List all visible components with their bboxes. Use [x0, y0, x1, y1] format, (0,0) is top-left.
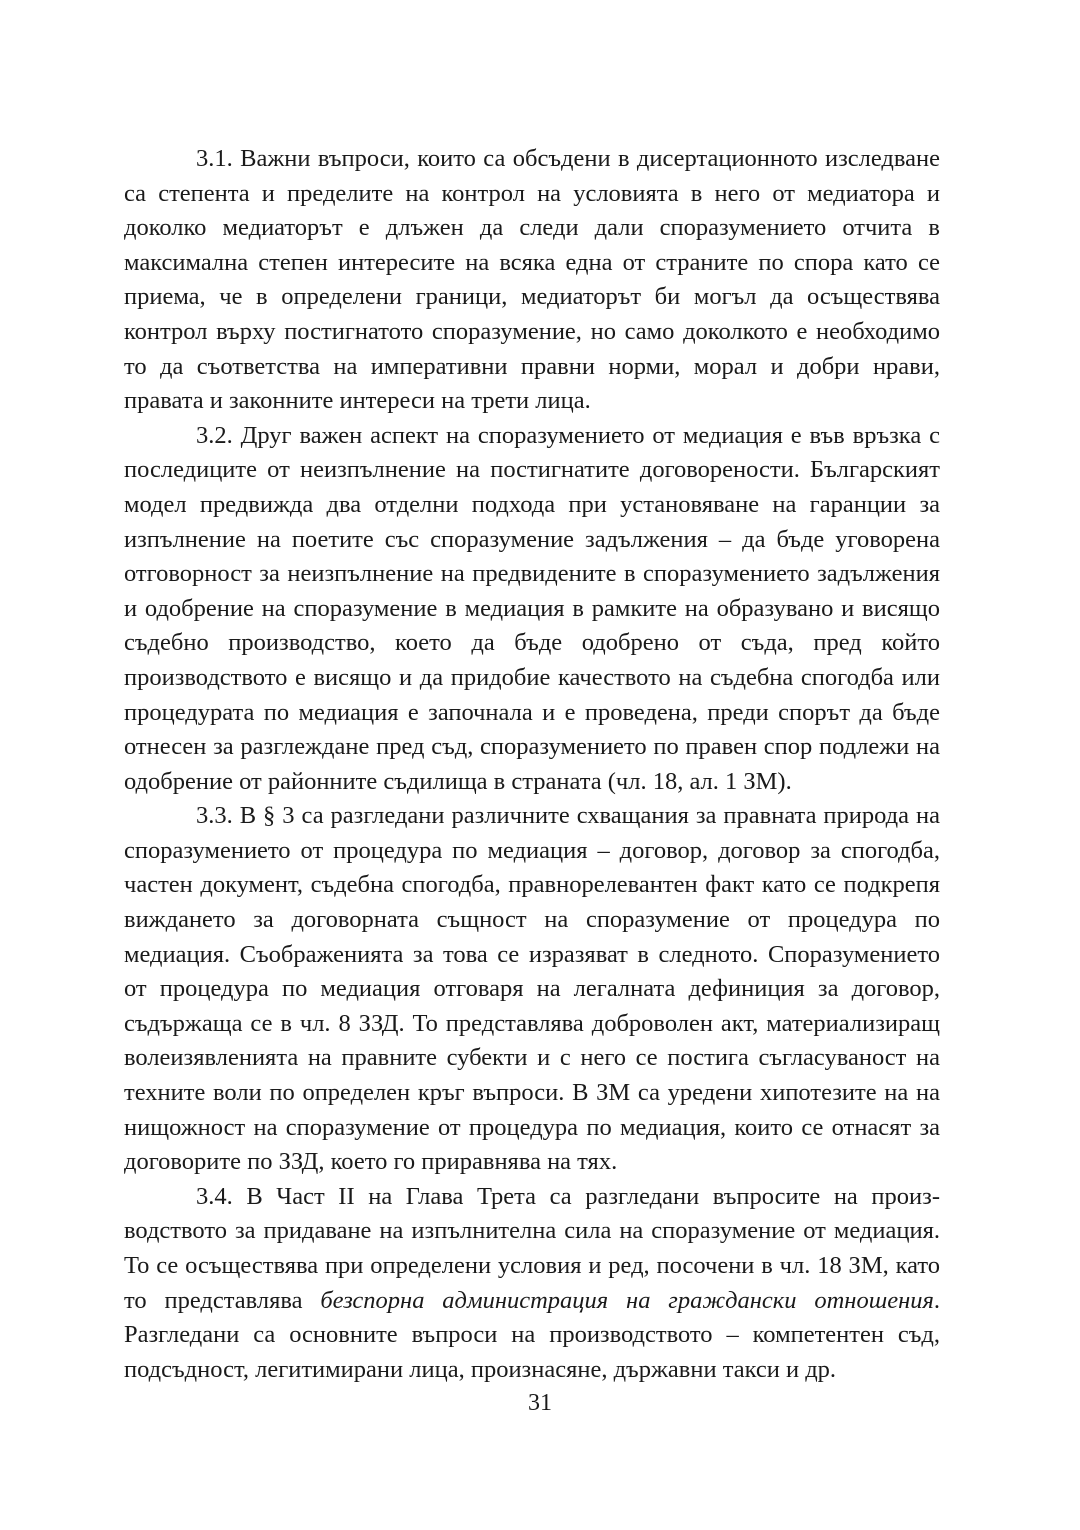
- paragraph-3-2: 3.2. Друг важен аспект на споразумението от медиация е във връзка с последиците от неизпълнение на постигнатите договорености. Българският модел предвижда два отделни подхода при установяване на гаранции за изпълнение на поетите със споразумение задължения – да бъде уговорена отговорност за неизпълнение на предвидените в споразумението задължения и одобрение на споразумение в медиация в рамките на образувано и висящо съдебно производство, което да бъде одобрено от съда, пред който производството е висящо и да придобие качеството на съдебна спогодба или процедурата по медиация е започнала и е проведена, преди спорът да бъде отнесен за разглеждане пред съд, споразумението по правен спор подлежи на одобрение от районните съдилища в страната (чл. 18, ал. 1 ЗМ).: [124, 421, 940, 795]
- body-text: [124, 142, 940, 1387]
- page-number: 31: [528, 1390, 552, 1416]
- paragraph-3-4: [124, 1180, 940, 1388]
- paragraph-3-1: 3.1. Важни въпроси, които са обсъдени в дисертационното изследване са степента и пределите на контрол на условията в него от медиатора и доколко медиаторът е длъжен да следи дали споразумението отчита в максимална степен интересите на всяка една от страните по спора като се приема, че в определени граници, медиаторът би могъл да осъществява контрол върху постигнатото споразумение, но само доколкото е необходимо то да съответства на императивни правни норми, морал и добри нрави, правата и законните интереси на трети лица.: [124, 145, 940, 415]
- paragraph-3-4-text-after: . Разгледани са основните въпроси на производството – компетентен съд, подсъдност, легитимирани лица, произнасяне, държавни такси и др.: [124, 1286, 940, 1383]
- paragraph-3-4-text-before: 3.4. В Част II на Глава Трета са разгледани въпросите на производството за придаване на изпълнителна сила на споразумение от медиация. То се осъществява при определени условия и ред, посочени в чл. 18 ЗМ, като то представлява: [124, 1182, 940, 1314]
- paragraph-3-4-italic-phrase: безспорна администрация на граждански отношения: [320, 1286, 934, 1314]
- paragraph-3-3: 3.3. В § 3 са разгледани различните схващания за правната природа на споразумението от процедура по медиация – договор, договор за спогодба, частен документ, съдебна спогодба, правнорелевантен факт като се подкрепя виждането за договорната същност на споразумение от процедура по медиация. Съображенията за това се изразяват в следното. Споразумението от процедура по медиация отговаря на легалната дефиниция за договор, съдържаща се в чл. 8 ЗЗД. То представлява доброволен акт, материализиращ волеизявленията на правните субекти и с него се постига съгласуваност на техните воли по определен кръг въпроси. В ЗМ са уредени хипотезите на на нищожност на споразумение от процедура по медиация, които се отнасят за договорите по ЗЗД, което го приравнява на тях.: [124, 802, 940, 1176]
